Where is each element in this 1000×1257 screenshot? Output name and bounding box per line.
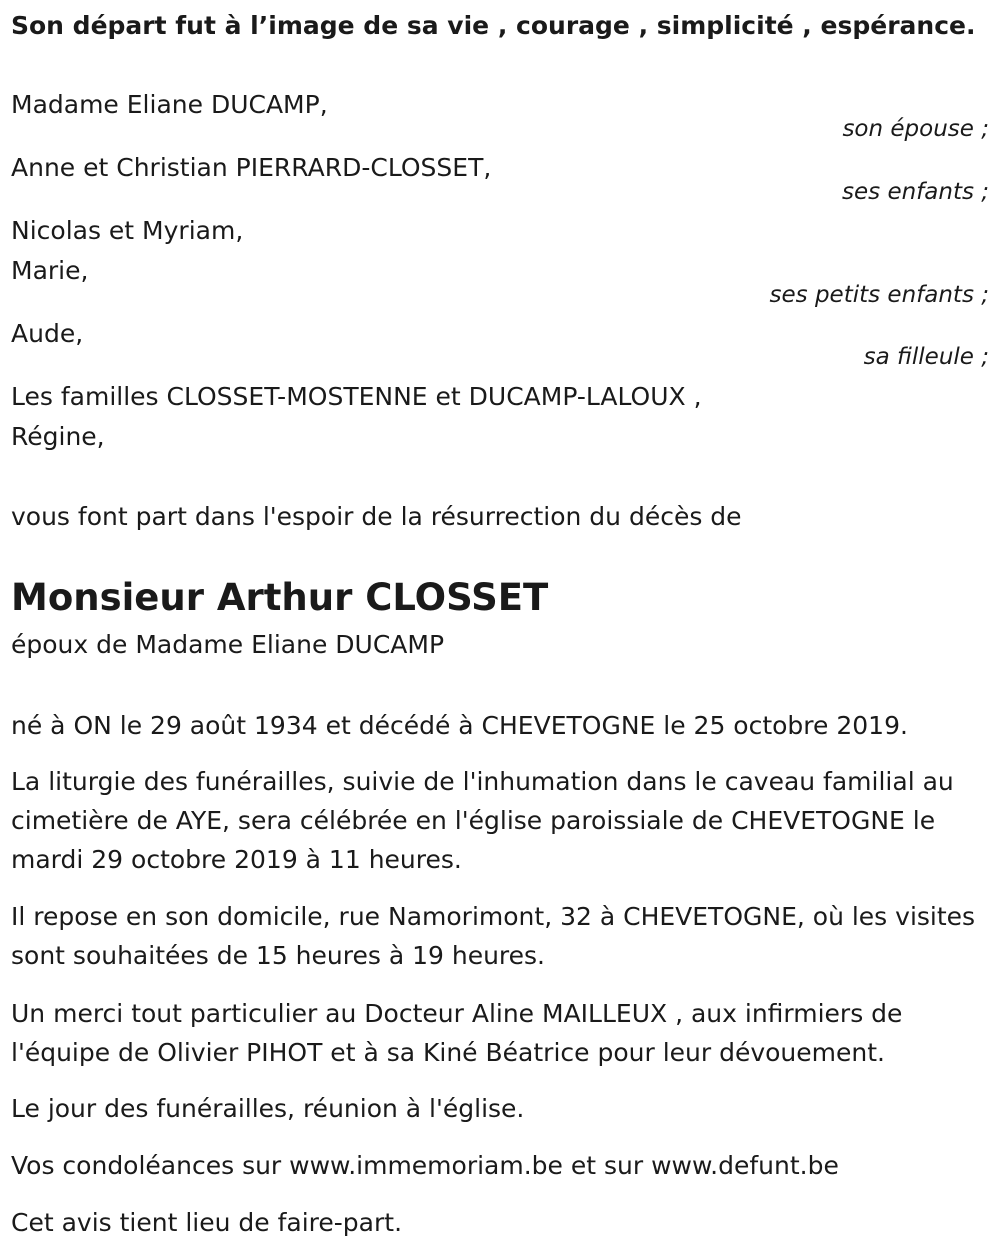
family-name-line: Régine, [11, 422, 105, 451]
family-name-line: Les familles CLOSSET-MOSTENNE et DUCAMP-LALOUX , [11, 382, 702, 411]
funeral-liturgy-paragraph: La liturgie des funérailles, suivie de l'inhumation dans le caveau familial au cimetière de AYE, sera célébrée en l'église paroissiale de CHEVETOGNE le mardi 29 octobre 2019 à 11 heures. [11, 767, 954, 874]
family-name-line: Aude, [11, 319, 84, 348]
thanks-paragraph: Un merci tout particulier au Docteur Aline MAILLEUX , aux infirmiers de l'équipe de Olivier PIHOT et à sa Kiné Béatrice pour leur dévouement. [11, 999, 903, 1067]
birth-death-dates: né à ON le 29 août 1934 et décédé à CHEVETOGNE le 25 octobre 2019. [11, 711, 908, 740]
family-relation: sa filleule ; [863, 344, 989, 370]
family-name-line: Nicolas et Myriam, [11, 216, 244, 245]
deceased-name: Monsieur Arthur CLOSSET [11, 576, 549, 619]
funeral-meeting-paragraph: Le jour des funérailles, réunion à l'église. [11, 1094, 525, 1123]
family-name-line: Anne et Christian PIERRARD-CLOSSET, [11, 153, 492, 182]
condolences-paragraph: Vos condoléances sur www.immemoriam.be et sur www.defunt.be [11, 1151, 839, 1180]
motto-heading: Son départ fut à l’image de sa vie , courage , simplicité , espérance. [11, 11, 976, 40]
family-relation: ses petits enfants ; [769, 282, 989, 308]
family-relation: ses enfants ; [842, 179, 989, 205]
family-name-line: Madame Eliane DUCAMP, [11, 90, 328, 119]
visitation-paragraph: Il repose en son domicile, rue Namorimont, 32 à CHEVETOGNE, où les visites sont souhaitées de 15 heures à 19 heures. [11, 902, 976, 970]
closing-note: Cet avis tient lieu de faire-part. [11, 1208, 403, 1237]
family-relation: son épouse ; [842, 116, 989, 142]
family-name-line: Marie, [11, 256, 89, 285]
spouse-line: époux de Madame Eliane DUCAMP [11, 630, 445, 659]
announcement-text: vous font part dans l'espoir de la résurrection du décès de [11, 502, 742, 531]
